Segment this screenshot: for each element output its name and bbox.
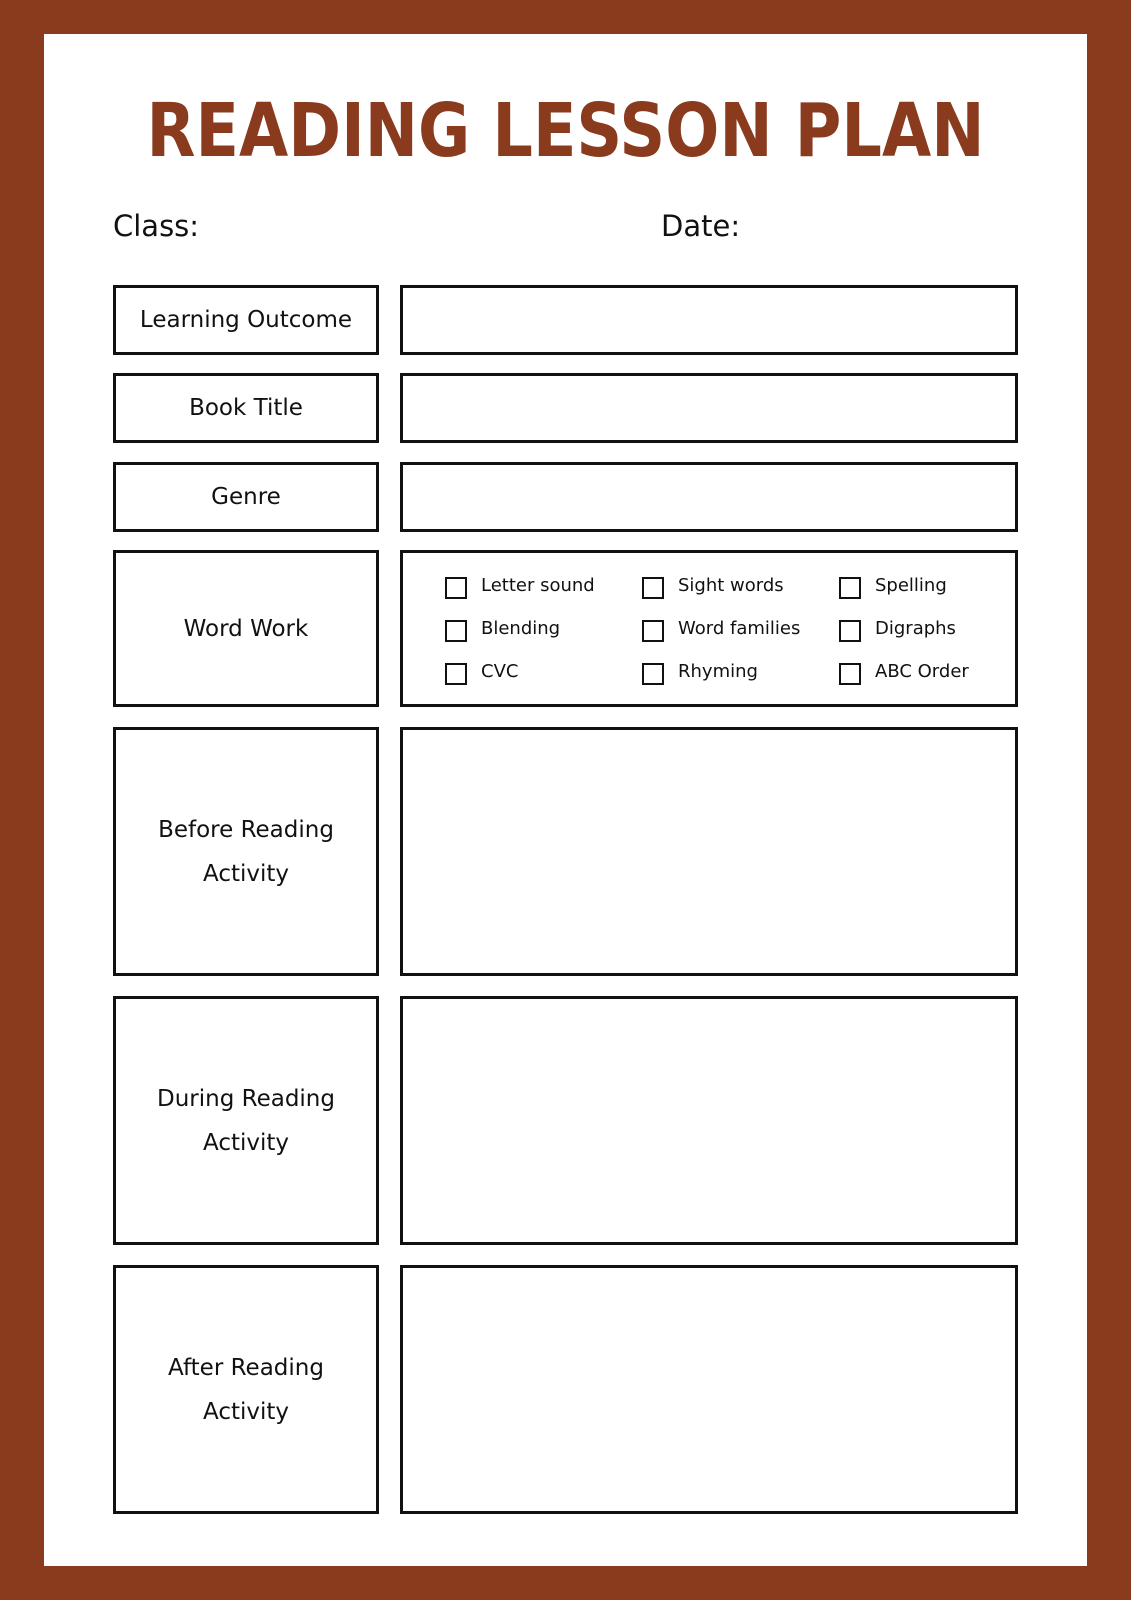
book-title-field[interactable] [400,373,1018,443]
checkbox-square[interactable] [445,663,467,685]
after-reading-label-box [113,1265,379,1514]
checkbox-label: Letter sound [481,574,595,596]
checkbox-label: Word families [678,617,801,639]
checkbox-label: Digraphs [875,617,956,639]
checkbox-abc-order[interactable] [839,661,969,687]
before-reading-field[interactable] [400,727,1018,976]
checkbox-blending[interactable] [445,618,560,644]
during-reading-label: During Reading Activity [157,1085,335,1156]
page-title: READING LESSON PLAN [146,88,985,174]
learning-outcome-label: Learning Outcome [139,307,353,333]
word-work-options [400,550,1018,707]
checkbox-square[interactable] [642,663,664,685]
book-title-label: Book Title [189,395,303,421]
after-reading-label: After Reading Activity [168,1354,324,1425]
class-label: Class: [113,209,200,243]
during-reading-label-box [113,996,379,1245]
book-title-label-box [113,373,379,443]
date-label: Date: [661,209,741,243]
checkbox-label: Rhyming [678,660,758,682]
before-reading-label: Before Reading Activity [158,816,334,887]
checkbox-square[interactable] [445,577,467,599]
checkbox-square[interactable] [839,577,861,599]
checkbox-spelling[interactable] [839,575,947,601]
checkbox-letter-sound[interactable] [445,575,595,601]
checkbox-cvc[interactable] [445,661,518,687]
checkbox-square[interactable] [839,663,861,685]
checkbox-sight-words[interactable] [642,575,784,601]
checkbox-label: CVC [481,660,519,682]
genre-label-box [113,462,379,532]
genre-field[interactable] [400,462,1018,532]
checkbox-square[interactable] [839,620,861,642]
learning-outcome-label-box [113,285,379,355]
after-reading-field[interactable] [400,1265,1018,1514]
checkbox-digraphs[interactable] [839,618,956,644]
checkbox-label: Sight words [678,574,784,596]
learning-outcome-field[interactable] [400,285,1018,355]
word-work-label: Word Work [183,615,309,642]
during-reading-field[interactable] [400,996,1018,1245]
checkbox-square[interactable] [642,620,664,642]
checkbox-label: ABC Order [875,660,969,682]
checkbox-square[interactable] [445,620,467,642]
genre-label: Genre [211,484,281,510]
checkbox-label: Spelling [875,574,947,596]
checkbox-square[interactable] [642,577,664,599]
checkbox-word-families[interactable] [642,618,800,644]
word-work-label-box [113,550,379,707]
checkbox-label: Blending [481,617,561,639]
before-reading-label-box [113,727,379,976]
checkbox-rhyming[interactable] [642,661,758,687]
